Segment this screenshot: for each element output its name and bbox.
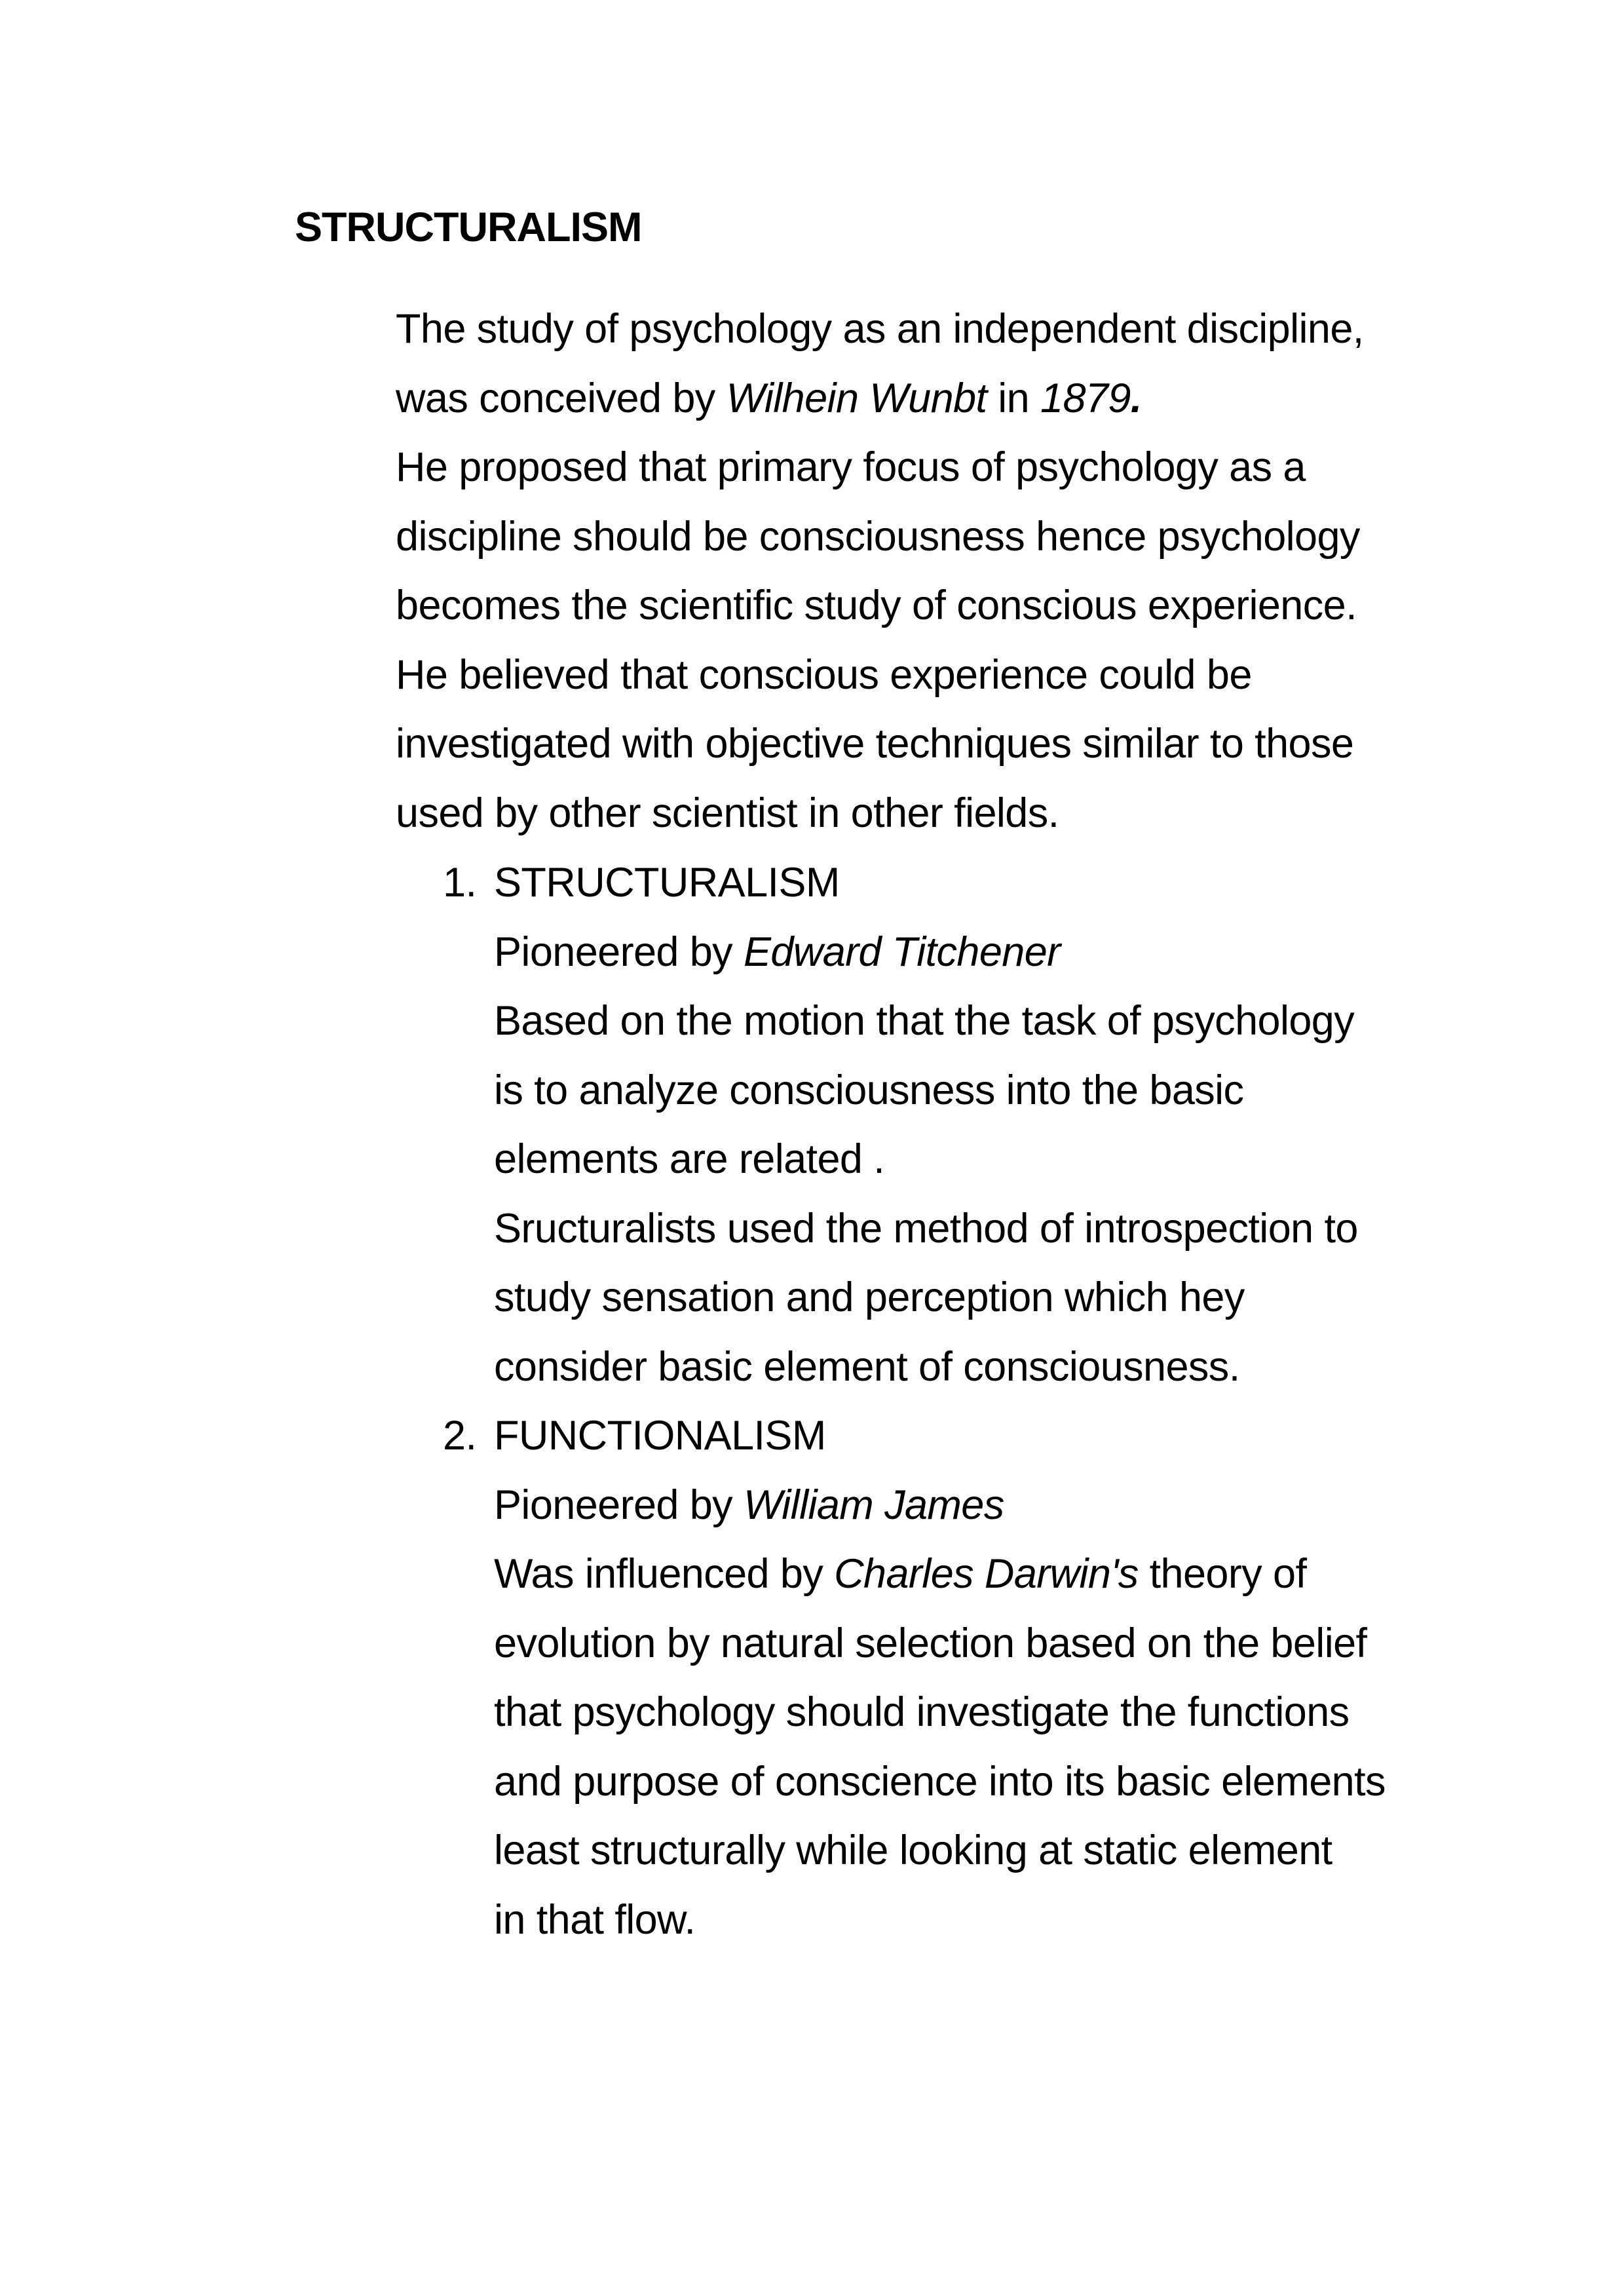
description-line: is to analyze consciousness into the basic bbox=[494, 1067, 1244, 1113]
list-number: 2. bbox=[443, 1413, 477, 1459]
intro-line: used by other scientist in other fields. bbox=[396, 790, 1059, 836]
intro-period: . bbox=[1130, 375, 1142, 421]
list-number: 1. bbox=[443, 860, 477, 906]
pioneer-line bbox=[494, 918, 1542, 987]
list-item-title: FUNCTIONALISM bbox=[494, 1413, 826, 1459]
description-line: that psychology should investigate the functions bbox=[494, 1689, 1350, 1735]
darwin-name: Charles Darwin's bbox=[834, 1551, 1139, 1597]
intro-line: becomes the scientific study of conscious experience. bbox=[396, 583, 1357, 628]
description-line: study sensation and perception which hey bbox=[494, 1274, 1245, 1320]
description-text: Was influenced by bbox=[494, 1551, 835, 1597]
list-item-title: STRUCTURALISM bbox=[494, 860, 840, 906]
description-line bbox=[494, 1540, 1542, 1609]
pioneer-line bbox=[494, 1471, 1542, 1540]
description-line: consider basic element of consciousness. bbox=[494, 1343, 1240, 1390]
intro-line: discipline should be consciousness hence psychology bbox=[396, 513, 1360, 560]
intro-text: was conceived by bbox=[396, 375, 727, 421]
description-line: least structurally while looking at static element bbox=[494, 1827, 1332, 1873]
wundt-name: Wilhein Wunbt bbox=[726, 375, 987, 421]
pioneer-label: Pioneered by bbox=[494, 1482, 744, 1528]
page-title: STRUCTURALISM bbox=[295, 204, 642, 250]
founding-year: 1879 bbox=[1040, 375, 1131, 421]
description-line: in that flow. bbox=[494, 1896, 696, 1943]
description-text: theory of bbox=[1138, 1551, 1307, 1597]
description-line: evolution by natural selection based on the belief bbox=[494, 1620, 1367, 1666]
description-line: and purpose of conscience into its basic elements bbox=[494, 1758, 1386, 1805]
intro-line: He proposed that primary focus of psychology as a bbox=[396, 444, 1306, 490]
intro-line: investigated with objective techniques similar to those bbox=[396, 721, 1354, 767]
intro-paragraph bbox=[396, 295, 1536, 848]
list-item bbox=[443, 849, 1542, 1402]
intro-line bbox=[396, 364, 1536, 434]
pioneer-label: Pioneered by bbox=[494, 928, 744, 975]
description-line: Sructuralists used the method of introspection to bbox=[494, 1205, 1358, 1252]
intro-line: The study of psychology as an independent discipline, bbox=[396, 306, 1364, 352]
description-line: elements are related . bbox=[494, 1136, 885, 1182]
intro-text: in bbox=[987, 375, 1041, 421]
pioneer-name: Edward Titchener bbox=[743, 928, 1061, 975]
pioneer-name: William James bbox=[743, 1482, 1004, 1528]
intro-line: He believed that conscious experience could be bbox=[396, 651, 1252, 698]
schools-list bbox=[443, 849, 1542, 1955]
description-line: Based on the motion that the task of psychology bbox=[494, 998, 1355, 1044]
list-item bbox=[443, 1402, 1542, 1955]
